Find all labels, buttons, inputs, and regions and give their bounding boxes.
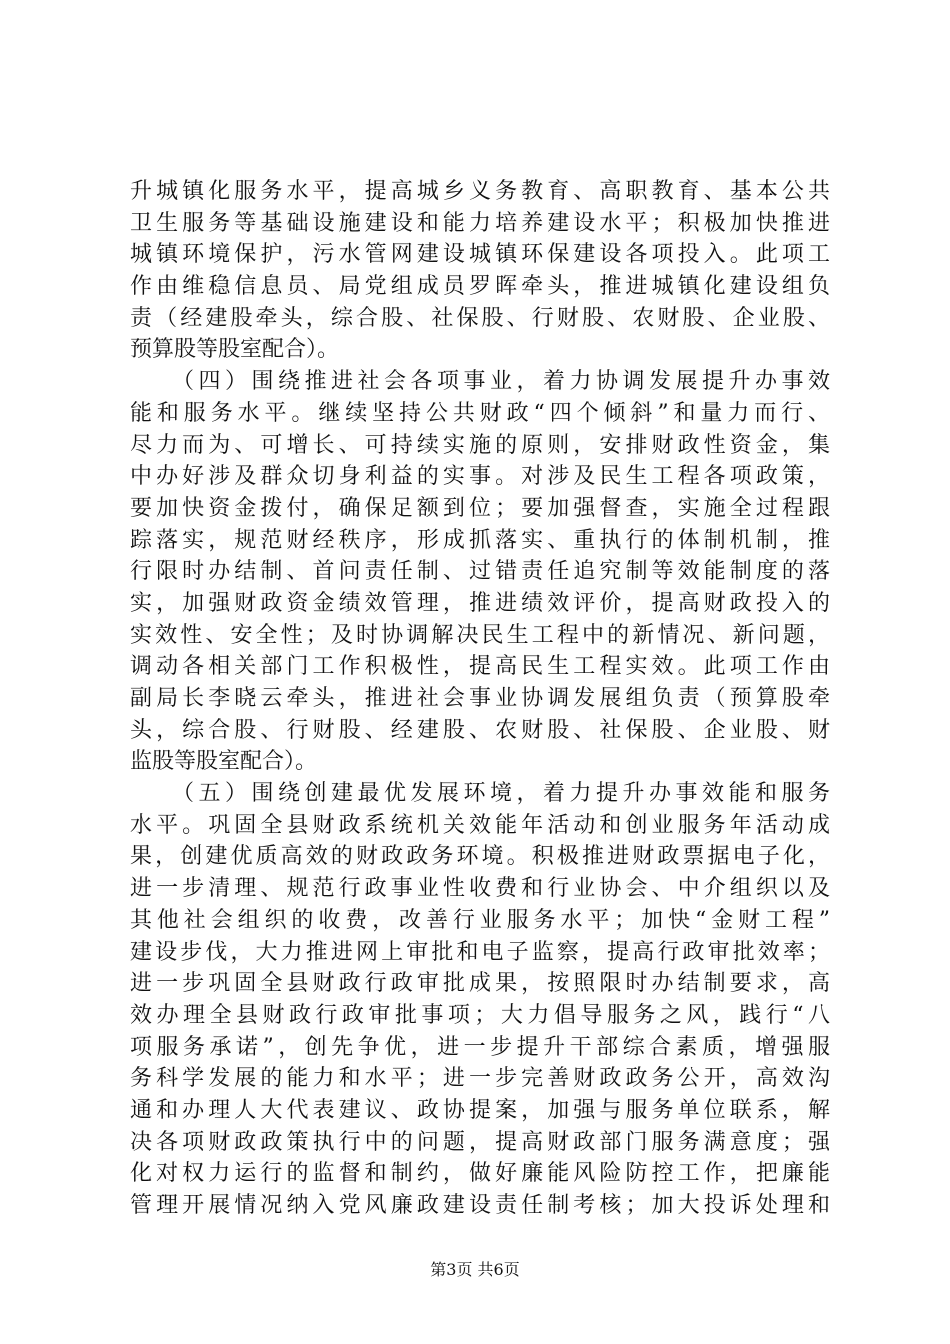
text-line: （五）围绕创建最优发展环境，着力提升办事效能和服务 — [130, 781, 830, 807]
text-line: 升城镇化服务水平，提高城乡义务教育、高职教育、基本公共 — [130, 179, 830, 204]
text-line: 预算股等股室配合）。 — [130, 337, 340, 363]
document-body — [130, 176, 830, 1222]
text-line: 要加快资金拨付，确保足额到位；要加强督查，实施全过程跟 — [130, 495, 830, 521]
text-line: 化对权力运行的监督和制约，做好廉能风险防控工作，把廉能 — [130, 1161, 830, 1187]
text-line: 调动各相关部门工作积极性，提高民生工程实效。此项工作由 — [130, 654, 830, 680]
text-line: 监股等股室配合）。 — [130, 749, 318, 775]
text-line: 中办好涉及群众切身利益的实事。对涉及民生工程各项政策， — [130, 464, 830, 490]
text-line: 进一步清理、规范行政事业性收费和行业协会、中介组织以及 — [130, 876, 830, 902]
text-line: 务科学发展的能力和水平；进一步完善财政政务公开，高效沟 — [130, 1066, 830, 1092]
text-line: 其他社会组织的收费，改善行业服务水平；加快“金财工程” — [130, 907, 830, 933]
text-line: 建设步伐，大力推进网上审批和电子监察，提高行政审批效率； — [130, 939, 830, 965]
text-line: 实效性、安全性；及时协调解决民生工程中的新情况、新问题， — [130, 622, 830, 648]
text-line: 果，创建优质高效的财政政务环境。积极推进财政票据电子化， — [130, 844, 830, 870]
text-line: 实，加强财政资金绩效管理，推进绩效评价，提高财政投入的 — [130, 590, 830, 616]
text-line: 尽力而为、可增长、可持续实施的原则，安排财政性资金，集 — [130, 432, 830, 458]
text-line: 决各项财政政策执行中的问题，提高财政部门服务满意度；强 — [130, 1129, 830, 1155]
text-line: 效办理全县财政行政审批事项；大力倡导服务之风，践行“八 — [130, 1002, 830, 1028]
text-line: 项服务承诺”，创先争优，进一步提升干部综合素质，增强服 — [130, 1034, 830, 1060]
text-line: 城镇环境保护，污水管网建设城镇环保建设各项投入。此项工 — [130, 242, 830, 268]
text-line: 头，综合股、行财股、经建股、农财股、社保股、企业股、财 — [130, 717, 830, 743]
page-footer: 第3页 共6页 — [430, 1260, 520, 1279]
text-line: 进一步巩固全县财政行政审批成果，按照限时办结制要求，高 — [130, 971, 830, 997]
text-line: 水平。巩固全县财政系统机关效能年活动和创业服务年活动成 — [130, 812, 830, 838]
text-line: 管理开展情况纳入党风廉政建设责任制考核；加大投诉处理和 — [130, 1193, 830, 1218]
text-line: 责（经建股牵头，综合股、社保股、行财股、农财股、企业股、 — [130, 305, 830, 331]
text-line: 行限时办结制、首问责任制、过错责任追究制等效能制度的落 — [130, 559, 830, 585]
text-line: 作由维稳信息员、局党组成员罗晖牵头，推进城镇化建设组负 — [130, 274, 830, 300]
text-line: 能和服务水平。继续坚持公共财政“四个倾斜”和量力而行、 — [130, 400, 830, 426]
text-line: 踪落实，规范财经秩序，形成抓落实、重执行的体制机制，推 — [130, 527, 830, 553]
text-line: （四）围绕推进社会各项事业，着力协调发展提升办事效 — [130, 369, 830, 395]
text-line: 卫生服务等基础设施建设和能力培养建设水平；积极加快推进 — [130, 210, 830, 236]
text-line: 副局长李晓云牵头，推进社会事业协调发展组负责（预算股牵 — [130, 686, 830, 711]
text-line: 通和办理人大代表建议、政协提案，加强与服务单位联系，解 — [130, 1097, 830, 1123]
